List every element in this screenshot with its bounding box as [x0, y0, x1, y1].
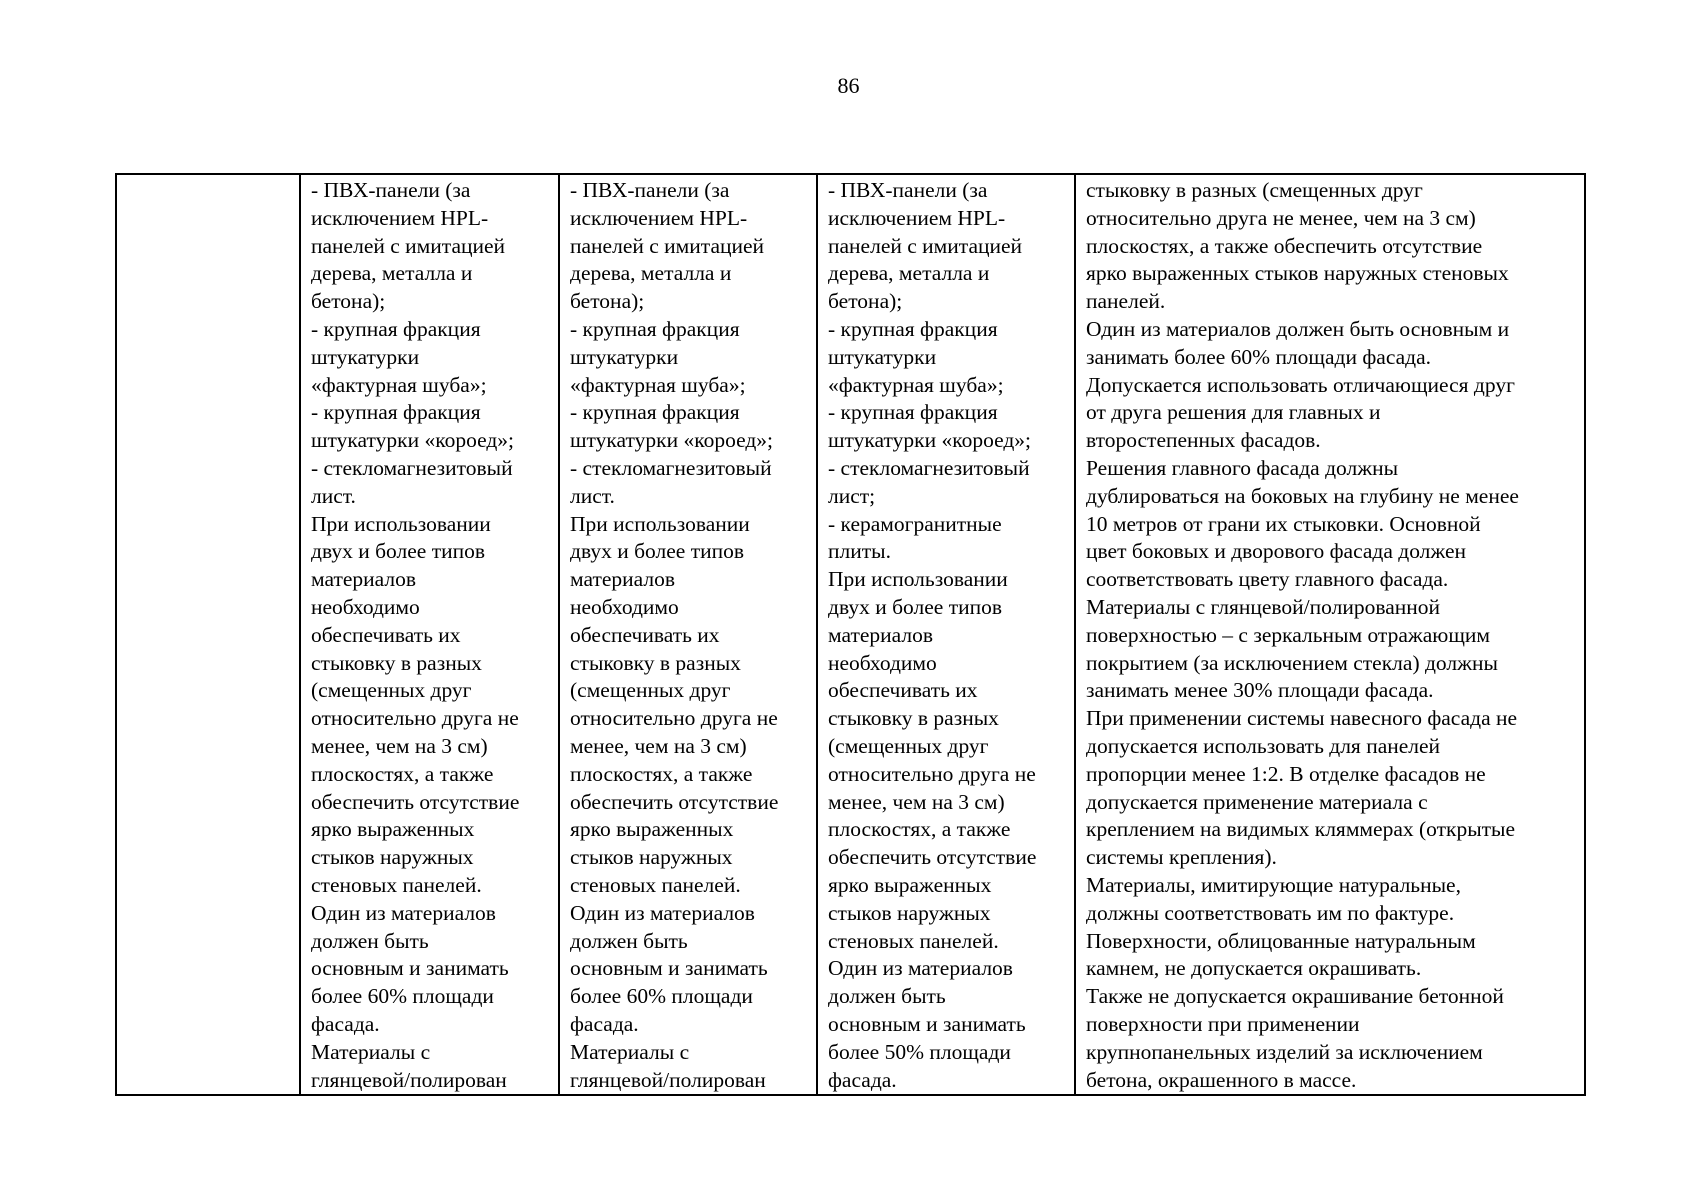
cell-text-line: необходимо	[828, 650, 937, 675]
cell-text-line: штукатурки	[311, 344, 420, 369]
cell-text-line: основным и занимать	[570, 956, 768, 981]
cell-text-line: исключением HPL-	[311, 205, 489, 230]
cell-text-line: лист.	[311, 483, 356, 508]
cell-text-line: допускается использовать для панелей	[1086, 733, 1441, 758]
table-cell-zone-3	[817, 174, 1075, 1095]
cell-text-line: лист.	[570, 483, 615, 508]
cell-text-line: бетона);	[828, 289, 903, 314]
cell-text-line: - крупная фракция	[570, 316, 740, 341]
cell-text-line: - крупная фракция	[311, 316, 481, 341]
cell-text-line: должны соответствовать им по фактуре.	[1086, 900, 1455, 925]
cell-text-line: относительно друга не	[828, 761, 1036, 786]
cell-text-line: обеспечить отсутствие	[570, 789, 779, 814]
cell-text-line: (смещенных друг	[311, 678, 472, 703]
cell-text-line: панелей с имитацией	[570, 233, 765, 258]
cell-text-line: дерева, металла и	[570, 261, 732, 286]
cell-text-line: материалов	[828, 622, 934, 647]
cell-text-line: относительно друга не менее, чем на 3 см)	[1086, 205, 1476, 230]
cell-text-line: плоскостях, а также	[570, 761, 753, 786]
cell-text-line: двух и более типов	[311, 539, 486, 564]
cell-text-line: - керамогранитные	[828, 511, 1002, 536]
cell-text-line: Один из материалов	[570, 900, 755, 925]
cell-text-line: фасада.	[828, 1067, 897, 1092]
cell-text-line: основным и занимать	[311, 956, 509, 981]
table-row	[116, 174, 1585, 1095]
cell-text-line: бетона);	[311, 289, 386, 314]
cell-text-line: Допускается использовать отличающиеся друг	[1086, 372, 1515, 397]
cell-text-line: 10 метров от грани их стыковки. Основной	[1086, 511, 1481, 536]
cell-text-line: плоскостях, а также	[828, 817, 1011, 842]
cell-text-line: - крупная фракция	[828, 400, 998, 425]
table-cell-category	[116, 174, 300, 1095]
cell-text-line: панелей с имитацией	[828, 233, 1023, 258]
cell-text-line: При использовании	[570, 511, 750, 536]
cell-text-line: соответствовать цвету главного фасада.	[1086, 567, 1449, 592]
cell-text-line: Один из материалов должен быть основным и	[1086, 316, 1510, 341]
cell-text-line: дерева, металла и	[311, 261, 473, 286]
cell-text-line: дерева, металла и	[828, 261, 990, 286]
cell-text-line: Также не допускается окрашивание бетонной	[1086, 984, 1504, 1009]
table-cell-zone-1	[300, 174, 559, 1095]
cell-text-line: более 60% площади	[311, 984, 494, 1009]
cell-text-line: стеновых панелей.	[311, 872, 482, 897]
cell-text-line: исключением HPL-	[828, 205, 1006, 230]
cell-text-line: второстепенных фасадов.	[1086, 428, 1321, 453]
cell-text-line: обеспечивать их	[311, 622, 461, 647]
cell-text-line: необходимо	[311, 594, 420, 619]
table-cell-zone-2	[559, 174, 817, 1095]
cell-text-line: креплением на видимых кляммерах (открытые	[1086, 817, 1516, 842]
cell-text-line: обеспечивать их	[828, 678, 978, 703]
cell-text-line: двух и более типов	[828, 594, 1003, 619]
cell-text-line: должен быть	[311, 928, 429, 953]
cell-text-line: Материалы с	[570, 1039, 690, 1064]
cell-text-line: должен быть	[570, 928, 688, 953]
cell-text-line: панелей.	[1086, 289, 1166, 314]
cell-text-line: материалов	[570, 567, 676, 592]
cell-text-line: ярко выраженных	[828, 872, 992, 897]
cell-text-line: (смещенных друг	[828, 733, 989, 758]
cell-text-line: системы крепления).	[1086, 845, 1277, 870]
cell-text-line: штукатурки «короед»;	[828, 428, 1032, 453]
cell-text-line: стеновых панелей.	[828, 928, 999, 953]
cell-text-line: «фактурная шуба»;	[570, 372, 746, 397]
cell-text-line: занимать менее 30% площади фасада.	[1086, 678, 1434, 703]
cell-text-line: - крупная фракция	[311, 400, 481, 425]
cell-text-line: необходимо	[570, 594, 679, 619]
cell-text-line: штукатурки	[828, 344, 937, 369]
cell-text-line: обеспечивать их	[570, 622, 720, 647]
cell-text-line: - стекломагнезитовый	[570, 455, 772, 480]
cell-text-line: покрытием (за исключением стекла) должны	[1086, 650, 1498, 675]
cell-text-line: - крупная фракция	[828, 316, 998, 341]
cell-text-line: Один из материалов	[311, 900, 496, 925]
cell-text-line: цвет боковых и дворового фасада должен	[1086, 539, 1467, 564]
cell-text-line: фасада.	[570, 1011, 639, 1036]
cell-text-line: ярко выраженных	[311, 817, 475, 842]
cell-text-line: камнем, не допускается окрашивать.	[1086, 956, 1422, 981]
cell-text-line: ярко выраженных	[570, 817, 734, 842]
cell-text-line: относительно друга не	[311, 706, 519, 731]
cell-text-line: ярко выраженных стыков наружных стеновых	[1086, 261, 1509, 286]
cell-text-line: пропорции менее 1:2. В отделке фасадов не	[1086, 761, 1486, 786]
cell-text-line: материалов	[311, 567, 417, 592]
cell-text-line: (смещенных друг	[570, 678, 731, 703]
cell-text-line: При использовании	[311, 511, 491, 536]
cell-text-line: основным и занимать	[828, 1011, 1026, 1036]
cell-text-line: Поверхности, облицованные натуральным	[1086, 928, 1476, 953]
cell-text-line: плоскостях, а также обеспечить отсутствие	[1086, 233, 1483, 258]
cell-text-line: Материалы с	[311, 1039, 431, 1064]
page-number: 86	[837, 73, 860, 98]
cell-text-line: допускается применение материала с	[1086, 789, 1428, 814]
cell-text-line: плиты.	[828, 539, 891, 564]
cell-text-line: «фактурная шуба»;	[828, 372, 1004, 397]
cell-text-line: стыков наружных	[311, 845, 474, 870]
cell-text-line: лист;	[828, 483, 876, 508]
cell-text-line: обеспечить отсутствие	[311, 789, 520, 814]
table-cell-general-requirements	[1075, 174, 1585, 1095]
cell-text-line: штукатурки	[570, 344, 679, 369]
cell-text-line: стыковку в разных (смещенных друг	[1086, 178, 1423, 202]
cell-text-line: стыковку в разных	[311, 650, 482, 675]
cell-text-line: обеспечить отсутствие	[828, 845, 1037, 870]
cell-text-line: стыков наружных	[828, 900, 991, 925]
cell-text-line: Один из материалов	[828, 956, 1013, 981]
cell-text-line: бетона, окрашенного в массе.	[1086, 1067, 1357, 1092]
cell-text-line: - ПВХ-панели (за	[311, 178, 471, 202]
cell-text-line: - стекломагнезитовый	[828, 455, 1030, 480]
cell-text-line: бетона);	[570, 289, 645, 314]
cell-text-line: должен быть	[828, 984, 946, 1009]
cell-text-line: фасада.	[311, 1011, 380, 1036]
cell-text-line: более 50% площади	[828, 1039, 1011, 1064]
cell-text-line: занимать более 60% площади фасада.	[1086, 344, 1432, 369]
cell-text-line: стеновых панелей.	[570, 872, 741, 897]
cell-text-line: плоскостях, а также	[311, 761, 494, 786]
cell-text-line: - ПВХ-панели (за	[570, 178, 730, 202]
cell-text-line: менее, чем на 3 см)	[828, 789, 1005, 814]
cell-text-line: штукатурки «короед»;	[311, 428, 515, 453]
cell-text-line: - стекломагнезитовый	[311, 455, 513, 480]
cell-text-line: панелей с имитацией	[311, 233, 506, 258]
cell-text-line: Материалы, имитирующие натуральные,	[1086, 872, 1461, 897]
cell-text-line: стыков наружных	[570, 845, 733, 870]
cell-text-line: поверхности при применении	[1086, 1011, 1360, 1036]
cell-text-line: «фактурная шуба»;	[311, 372, 487, 397]
cell-text-line: менее, чем на 3 см)	[570, 733, 747, 758]
cell-text-line: стыковку в разных	[828, 706, 999, 731]
requirements-table	[115, 173, 1586, 1096]
cell-text-line: относительно друга не	[570, 706, 778, 731]
cell-text-line: более 60% площади	[570, 984, 753, 1009]
cell-text-line: стыковку в разных	[570, 650, 741, 675]
cell-text-line: от друга решения для главных и	[1086, 400, 1381, 425]
cell-text-line: менее, чем на 3 см)	[311, 733, 488, 758]
cell-text-line: - крупная фракция	[570, 400, 740, 425]
cell-text-line: дублироваться на боковых на глубину не менее	[1086, 483, 1519, 508]
cell-text-line: исключением HPL-	[570, 205, 748, 230]
cell-text-line: штукатурки «короед»;	[570, 428, 774, 453]
cell-text-line: двух и более типов	[570, 539, 745, 564]
cell-text-line: глянцевой/полирован	[311, 1067, 507, 1092]
cell-text-line: Материалы с глянцевой/полированной	[1086, 594, 1441, 619]
cell-text-line: глянцевой/полирован	[570, 1067, 766, 1092]
cell-text-line: крупнопанельных изделий за исключением	[1086, 1039, 1483, 1064]
cell-text-line: При применении системы навесного фасада не	[1086, 706, 1518, 731]
cell-text-line: поверхностью – с зеркальным отражающим	[1086, 622, 1490, 647]
cell-text-line: Решения главного фасада должны	[1086, 455, 1399, 480]
cell-text-line: - ПВХ-панели (за	[828, 178, 988, 202]
cell-text-line: При использовании	[828, 567, 1008, 592]
